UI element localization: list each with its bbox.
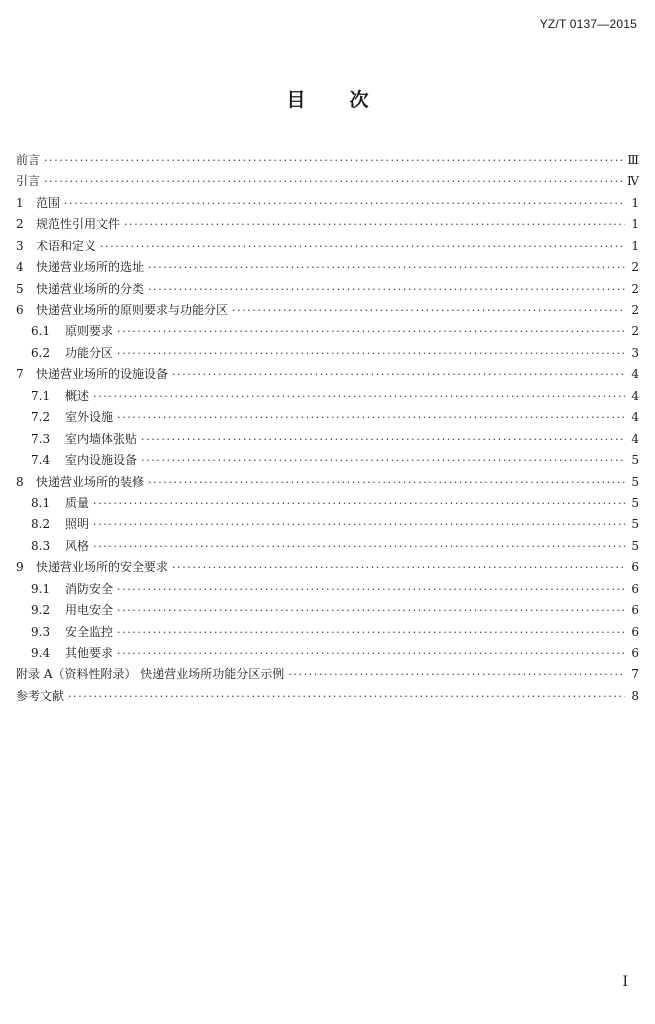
toc-entry-page: 2	[631, 303, 639, 318]
toc-entry-label: 术语和定义	[36, 238, 97, 253]
toc-leader-dots	[141, 429, 625, 450]
toc-entry-page: 2	[631, 260, 639, 275]
toc-entry-page: 6	[631, 581, 639, 596]
toc-entry[interactable]	[16, 686, 639, 707]
toc-leader-dots	[148, 472, 625, 493]
table-of-contents	[16, 150, 639, 707]
toc-entry-label: 前言	[16, 152, 41, 167]
toc-leader-dots	[232, 300, 625, 321]
toc-entry-page: 1	[631, 217, 639, 232]
toc-entry-label: 质量	[65, 495, 90, 510]
toc-entry[interactable]	[16, 364, 639, 385]
toc-entry-label: 安全监控	[65, 624, 114, 639]
standard-code: YZ/T 0137—2015	[539, 17, 637, 31]
toc-entry[interactable]	[16, 622, 639, 643]
toc-entry-number: 8.2	[31, 517, 51, 532]
toc-entry-page: 8	[631, 688, 639, 703]
toc-entry-number: 6.2	[31, 345, 51, 360]
toc-entry-number: 7.4	[31, 453, 51, 468]
toc-entry-label: 引言	[16, 174, 41, 189]
toc-entry-label: 照明	[65, 517, 90, 532]
toc-entry-label: 参考文献	[16, 688, 65, 703]
toc-entry-number: 4	[16, 260, 24, 275]
toc-leader-dots	[172, 557, 625, 578]
toc-entry-page: 6	[631, 624, 639, 639]
toc-entry[interactable]	[16, 150, 639, 171]
toc-entry-page: 2	[631, 281, 639, 296]
toc-entry-page: 6	[631, 560, 639, 575]
toc-entry-label: 室内设施设备	[65, 453, 138, 468]
toc-leader-dots	[148, 279, 625, 300]
toc-leader-dots	[93, 536, 625, 557]
toc-entry[interactable]	[16, 407, 639, 428]
toc-entry-number: 7	[16, 367, 24, 382]
toc-entry[interactable]	[16, 493, 639, 514]
toc-entry-label: 其他要求	[65, 646, 114, 661]
toc-entry-label: 快递营业场所的设施设备	[36, 367, 169, 382]
toc-entry-page: 7	[631, 667, 639, 682]
toc-entry-page: 4	[631, 367, 639, 382]
toc-entry-label: 用电安全	[65, 603, 114, 618]
toc-entry-number: 9.4	[31, 646, 51, 661]
toc-leader-dots	[117, 622, 625, 643]
toc-entry-page: 3	[631, 345, 639, 360]
toc-entry[interactable]	[16, 257, 639, 278]
toc-leader-dots	[44, 150, 623, 171]
toc-entry[interactable]	[16, 579, 639, 600]
toc-leader-dots	[172, 364, 625, 385]
toc-leader-dots	[124, 214, 625, 235]
toc-entry-number: 9.2	[31, 603, 51, 618]
title-char-2: 次	[349, 89, 369, 111]
toc-entry-number: 9	[16, 560, 24, 575]
toc-entry-label: 快递营业场所的装修	[36, 474, 145, 489]
toc-entry-label: 范围	[36, 195, 61, 210]
toc-leader-dots	[93, 514, 625, 535]
toc-entry-number: 7.1	[31, 388, 51, 403]
toc-entry-page: 5	[631, 474, 639, 489]
page-title	[0, 85, 655, 112]
toc-entry-label: 消防安全	[65, 581, 114, 596]
toc-entry-number: 7.3	[31, 431, 51, 446]
title-char-1: 目	[286, 89, 306, 111]
toc-entry-number: 3	[16, 238, 24, 253]
toc-leader-dots	[64, 193, 625, 214]
toc-entry-page: 5	[631, 517, 639, 532]
toc-entry-page: 4	[631, 410, 639, 425]
toc-entry-label: 概述	[65, 388, 90, 403]
toc-entry[interactable]	[16, 236, 639, 257]
toc-entry-page: Ⅲ	[627, 152, 639, 167]
toc-entry-number: 7.2	[31, 410, 51, 425]
toc-entry[interactable]	[16, 450, 639, 471]
toc-entry[interactable]	[16, 643, 639, 664]
toc-entry-label: 室内墙体张贴	[65, 431, 138, 446]
toc-entry-page: 4	[631, 388, 639, 403]
toc-leader-dots	[148, 257, 625, 278]
toc-entry[interactable]	[16, 429, 639, 450]
toc-leader-dots	[93, 386, 625, 407]
toc-entry-page: 5	[631, 538, 639, 553]
toc-entry-number: 9.1	[31, 581, 51, 596]
toc-entry-number: 2	[16, 217, 24, 232]
toc-entry-label: 快递营业场所的原则要求与功能分区	[36, 303, 229, 318]
toc-entry-label: 原则要求	[65, 324, 114, 339]
toc-entry-number: 8.1	[31, 495, 51, 510]
toc-leader-dots	[288, 665, 625, 686]
footer-page-number: I	[622, 974, 628, 990]
toc-entry[interactable]	[16, 171, 639, 192]
toc-leader-dots	[117, 643, 625, 664]
toc-leader-dots	[117, 600, 625, 621]
toc-leader-dots	[141, 450, 625, 471]
toc-entry[interactable]	[16, 536, 639, 557]
toc-entry-page: Ⅳ	[627, 174, 639, 189]
toc-entry[interactable]	[16, 279, 639, 300]
toc-entry-page: 5	[631, 453, 639, 468]
toc-entry-page: 6	[631, 646, 639, 661]
toc-entry-page: 1	[631, 238, 639, 253]
toc-entry[interactable]	[16, 472, 639, 493]
toc-entry-label: 快递营业场所的分类	[36, 281, 145, 296]
toc-entry-page: 5	[631, 495, 639, 510]
toc-entry[interactable]	[16, 386, 639, 407]
toc-entry[interactable]	[16, 300, 639, 321]
toc-entry[interactable]	[16, 343, 639, 364]
toc-entry-label: 室外设施	[65, 410, 114, 425]
toc-entry-page: 2	[631, 324, 639, 339]
toc-entry-number: 6	[16, 303, 24, 318]
toc-entry[interactable]	[16, 193, 639, 214]
toc-entry-label: 附录 A（资料性附录） 快递营业场所功能分区示例	[16, 667, 285, 682]
toc-leader-dots	[117, 407, 625, 428]
toc-entry-label: 风格	[65, 538, 90, 553]
toc-entry-label: 快递营业场所的选址	[36, 260, 145, 275]
toc-entry-label: 功能分区	[65, 345, 114, 360]
toc-entry[interactable]	[16, 322, 639, 343]
toc-entry-number: 1	[16, 195, 24, 210]
toc-entry-number: 9.3	[31, 624, 51, 639]
toc-leader-dots	[117, 343, 625, 364]
toc-entry-page: 6	[631, 603, 639, 618]
toc-entry[interactable]	[16, 557, 639, 578]
toc-entry-page: 1	[631, 195, 639, 210]
toc-entry-number: 8	[16, 474, 24, 489]
toc-entry-page: 4	[631, 431, 639, 446]
toc-entry-number: 6.1	[31, 324, 51, 339]
toc-entry[interactable]	[16, 514, 639, 535]
toc-entry-number: 5	[16, 281, 24, 296]
toc-leader-dots	[117, 322, 625, 343]
toc-leader-dots	[100, 236, 625, 257]
toc-entry-label: 快递营业场所的安全要求	[36, 560, 169, 575]
toc-entry[interactable]	[16, 665, 639, 686]
toc-entry-number: 8.3	[31, 538, 51, 553]
toc-leader-dots	[117, 579, 625, 600]
toc-entry-label: 规范性引用文件	[36, 217, 121, 232]
toc-leader-dots	[93, 493, 625, 514]
toc-leader-dots	[68, 686, 625, 707]
toc-leader-dots	[44, 171, 623, 192]
toc-entry[interactable]	[16, 214, 639, 235]
toc-entry[interactable]	[16, 600, 639, 621]
